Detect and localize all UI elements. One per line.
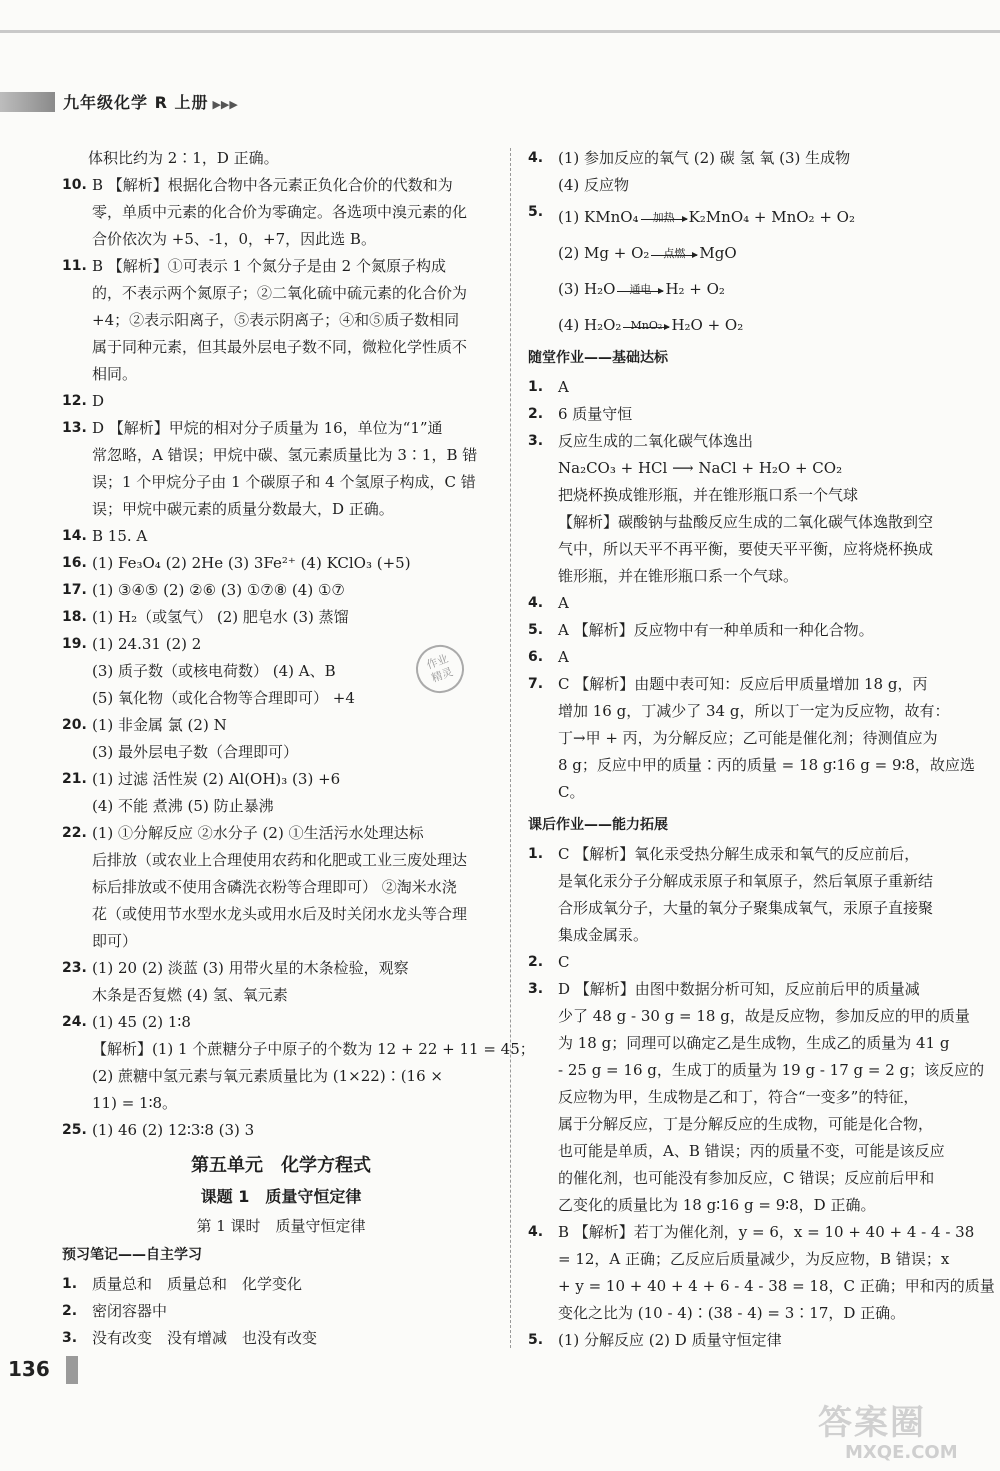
answer-item xyxy=(62,1009,535,1117)
item-number: 16. xyxy=(62,555,87,571)
equation-reactants: Mg + O₂ xyxy=(584,244,650,262)
answer-line: 乙变化的质量比为 18 g∶16 g = 9∶8，D 正确。 xyxy=(558,1196,876,1214)
answer-4 xyxy=(528,145,968,199)
equation-reactants: H₂O xyxy=(584,280,616,298)
answer-item xyxy=(62,1117,500,1144)
answer-item xyxy=(62,820,500,955)
item-number: 2. xyxy=(62,1303,78,1319)
answer-line: (4) 不能 煮沸 (5) 防止暴沸 xyxy=(92,797,274,815)
answer-line: A xyxy=(558,378,569,396)
item-number: 17. xyxy=(62,582,87,598)
reaction-condition: 加热 xyxy=(652,211,675,224)
answer-line: A xyxy=(558,594,569,612)
equation-products: K₂MnO₄ + MnO₂ + O₂ xyxy=(688,208,855,226)
answer-line: 误；甲烷中碳元素的质量分数最大，D 正确。 xyxy=(92,500,394,518)
item-number: 6. xyxy=(528,649,544,665)
watermark-logo: 答案圈 xyxy=(818,1403,926,1443)
answer-line: C xyxy=(558,953,570,971)
equation-label: (1) xyxy=(558,208,580,226)
reaction-arrow xyxy=(651,249,697,259)
item-number: 3. xyxy=(528,433,544,449)
unit-title: 第五单元 化学方程式 xyxy=(191,1155,371,1176)
answer-line: 11) = 1∶8。 xyxy=(92,1094,178,1112)
answer-line: (1) 分解反应 (2) D 质量守恒定律 xyxy=(558,1331,782,1349)
stamp-mark: 作业 精灵 xyxy=(409,638,471,700)
answer-line: 合价依次为 +5、-1，0，+7，因此选 B。 xyxy=(92,230,376,248)
answer-line: B 【解析】若丁为催化剂，y = 6，x = 10 + 40 + 4 - 4 - 38 xyxy=(558,1223,975,1241)
section-heading-basic: 随堂作业——基础达标 xyxy=(528,350,668,366)
item-number: 2. xyxy=(528,954,544,970)
answer-line: (1) 20 (2) 淡蓝 (3) 用带火星的木条检验，观察 xyxy=(92,959,409,977)
item-number: 4. xyxy=(528,1224,544,1240)
answer-line: (1) ③④⑤ (2) ②⑥ (3) ①⑦⑧ (4) ①⑦ xyxy=(92,581,345,599)
answer-line: 即可） xyxy=(92,932,138,950)
answer-line: +4；②表示阳离子，⑤表示阴离子；④和⑤质子数相同 xyxy=(92,311,460,329)
answer-line: C 【解析】氧化汞受热分解生成汞和氧气的反应前后， xyxy=(558,845,920,863)
answer-line: 6 质量守恒 xyxy=(558,405,633,423)
header-bar xyxy=(0,92,55,112)
chemical-equation xyxy=(528,235,968,271)
answer-line: (2) 蔗糖中氢元素与氧元素质量比为 (1×22)∶(16 × xyxy=(92,1067,443,1085)
equation-products: H₂ + O₂ xyxy=(665,280,725,298)
answer-item xyxy=(528,617,968,644)
answer-line: 花（或使用节水型水龙头或用水后及时关闭水龙头等合理 xyxy=(92,905,468,923)
answer-line: B 【解析】①可表示 1 个氮分子是由 2 个氮原子构成 xyxy=(92,257,446,275)
answer-item xyxy=(528,976,985,1219)
page-number: 136 xyxy=(8,1357,50,1381)
equation-label: (4) xyxy=(558,316,580,334)
answer-line: 集成金属汞。 xyxy=(558,926,649,944)
answer-line: (1) Fe₃O₄ (2) 2He (3) 3Fe²⁺ (4) KClO₃ (+5) xyxy=(92,554,411,572)
answer-item xyxy=(62,1271,500,1298)
item-number: 20. xyxy=(62,717,87,733)
item-number: 3. xyxy=(528,981,544,997)
answer-line: 后排放（或农业上合理使用农药和化肥或工业三废处理达 xyxy=(92,851,468,869)
answer-item xyxy=(62,253,500,388)
answer-line: (1) ①分解反应 ②水分子 (2) ①生活污水处理达标 xyxy=(92,824,424,842)
answer-line: 也可能是单质，A、B 错误；丙的质量不变，可能是该反应 xyxy=(558,1142,945,1160)
reaction-condition: MnO₂ xyxy=(630,319,663,332)
item-number: 1. xyxy=(528,379,544,395)
page-number-bar xyxy=(66,1356,78,1384)
answer-line: C。 xyxy=(558,783,585,801)
answer-line: 属于分解反应，丁是分解反应的生成物，可能是化合物， xyxy=(558,1115,934,1133)
answer-item xyxy=(528,1327,968,1354)
section-heading-extension: 课后作业——能力拓展 xyxy=(528,817,668,833)
answer-item xyxy=(62,1298,500,1325)
equation-list xyxy=(528,199,968,343)
answer-line: A 【解析】反应物中有一种单质和一种化合物。 xyxy=(558,621,874,639)
item-number: 21. xyxy=(62,771,87,787)
answer-line: 零，单质中元素的化合价为零确定。各选项中溴元素的化 xyxy=(92,203,468,221)
answer-line: 质量总和 质量总和 化学变化 xyxy=(92,1275,303,1293)
equation-products: MgO xyxy=(699,244,737,262)
item-number: 1. xyxy=(528,846,544,862)
item-number: 10. xyxy=(62,177,87,193)
reaction-condition: 点燃 xyxy=(663,247,686,260)
answer-line: 【解析】碳酸钠与盐酸反应生成的二氧化碳气体逸散到空 xyxy=(558,513,934,531)
answer-item xyxy=(528,1219,995,1327)
reaction-arrow xyxy=(623,321,669,331)
answer-item xyxy=(62,712,500,766)
top-rule xyxy=(0,30,1000,33)
answer-item xyxy=(528,671,975,806)
answer-item xyxy=(62,604,500,631)
answer-line: Na₂CO₃ + HCl ⟶ NaCl + H₂O + CO₂ xyxy=(558,459,843,477)
answer-line: (3) 最外层电子数（合理即可） xyxy=(92,743,299,761)
left-column xyxy=(62,145,535,1352)
item-number: 19. xyxy=(62,636,87,652)
reaction-arrow xyxy=(617,285,663,295)
answer-line: B 【解析】根据化合物中各元素正负化合价的代数和为 xyxy=(92,176,453,194)
intro-line: 体积比约为 2∶1，D 正确。 xyxy=(88,149,279,167)
answer-line: D 【解析】由图中数据分析可知，反应前后甲的质量减 xyxy=(558,980,920,998)
answer-item xyxy=(62,172,500,253)
answer-line: D xyxy=(92,392,105,410)
answer-line: 增加 16 g，丁减少了 34 g，所以丁一定为反应物，故有： xyxy=(558,702,950,720)
basic-answer-list xyxy=(528,374,975,806)
section-heading-preview: 预习笔记——自主学习 xyxy=(62,1247,202,1263)
answer-item xyxy=(62,388,500,415)
answer-line: (1) 24.31 (2) 2 xyxy=(92,635,202,653)
header-arrows: ▶▶▶ xyxy=(212,98,238,111)
answer-line: 标后排放或不使用含磷洗衣粉等合理即可） ②淘米水浇 xyxy=(92,878,457,896)
item-number: 12. xyxy=(62,393,87,409)
answer-item xyxy=(62,550,500,577)
answer-line: 锥形瓶，并在锥形瓶口系一个气球。 xyxy=(558,567,799,585)
answer-item xyxy=(62,415,500,523)
chemical-equation xyxy=(528,271,968,307)
answer-line: 合形成氧分子，大量的氧分子聚集成氧气，汞原子直接聚 xyxy=(558,899,934,917)
item-number: 2. xyxy=(528,406,544,422)
answer-item xyxy=(62,1325,500,1352)
class-title: 第 1 课时 质量守恒定律 xyxy=(196,1217,366,1235)
answer-line: 【解析】(1) 1 个蔗糖分子中原子的个数为 12 + 22 + 11 = 45； xyxy=(92,1040,535,1058)
answer-line: 气中，所以天平不再平衡，要使天平平衡，应将烧杯换成 xyxy=(558,540,934,558)
chemical-equation xyxy=(528,199,968,235)
answer-line: (1) 参加反应的氧气 (2) 碳 氢 氧 (3) 生成物 xyxy=(558,149,851,167)
answer-line: D 【解析】甲烷的相对分子质量为 16，单位为“1”通 xyxy=(92,419,443,437)
equation-label: (2) xyxy=(558,244,580,262)
reaction-condition: 通电 xyxy=(629,283,652,296)
answer-item xyxy=(528,644,968,671)
answer-item xyxy=(62,955,500,1009)
answer-item xyxy=(528,374,968,401)
answer-line: 的，不表示两个氮原子；②二氧化硫中硫元素的化合价为 xyxy=(92,284,468,302)
equation-reactants: KMnO₄ xyxy=(584,208,639,226)
equation-label: (3) xyxy=(558,280,580,298)
item-number: 5. xyxy=(528,622,544,638)
answer-line: 是氧化汞分子分解成汞原子和氧原子，然后氧原子重新结 xyxy=(558,872,934,890)
answer-item xyxy=(528,590,968,617)
answer-line: (1) 46 (2) 12∶3∶8 (3) 3 xyxy=(92,1121,255,1139)
answer-line: 常忽略，A 错误；甲烷中碳、氢元素质量比为 3∶1，B 错 xyxy=(92,446,478,464)
watermark-url: MXQE.COM xyxy=(845,1442,958,1463)
answer-line: - 25 g = 16 g，生成丁的质量为 19 g - 17 g = 2 g；该反应的 xyxy=(558,1061,985,1079)
answer-line: 少了 48 g - 30 g = 18 g，故是反应物，参加反应的甲的质量 xyxy=(558,1007,970,1025)
item-number: 23. xyxy=(62,960,87,976)
answer-line: (1) 45 (2) 1∶8 xyxy=(92,1013,191,1031)
chemical-equation xyxy=(528,307,968,343)
answer-line: 变化之比为 (10 - 4)∶(38 - 4) = 3∶17，D 正确。 xyxy=(558,1304,906,1322)
right-column xyxy=(528,145,995,1354)
item-number: 14. xyxy=(62,528,87,544)
item-number: 5. xyxy=(528,204,544,220)
item-number: 7. xyxy=(528,676,544,692)
header-title: 九年级化学 R 上册 xyxy=(63,93,209,112)
item-number: 22. xyxy=(62,825,87,841)
item-number: 1. xyxy=(62,1276,78,1292)
answer-line: (4) 反应物 xyxy=(558,176,630,194)
equation-reactants: H₂O₂ xyxy=(584,316,622,334)
answer-line: 木条是否复燃 (4) 氢、氧元素 xyxy=(92,986,288,1004)
answer-item xyxy=(528,841,968,949)
answer-item xyxy=(62,766,500,820)
item-number: 18. xyxy=(62,609,87,625)
answer-item xyxy=(528,401,968,428)
answer-line: (1) 非金属 氯 (2) N xyxy=(92,716,227,734)
answer-line: (5) 氧化物（或化合物等合理即可） +4 xyxy=(92,689,355,707)
answer-line: A xyxy=(558,648,569,666)
answer-line: 相同。 xyxy=(92,365,138,383)
answer-line: = 12，A 正确；乙反应后质量减少，为反应物，B 错误；x xyxy=(558,1250,950,1268)
answer-line: 的催化剂，也可能没有参加反应，C 错误；反应前后甲和 xyxy=(558,1169,935,1187)
answer-line: 反应物为甲，生成物是乙和丁，符合“一变多”的特征， xyxy=(558,1088,919,1106)
item-number: 4. xyxy=(528,595,544,611)
item-number: 11. xyxy=(62,258,87,274)
column-divider xyxy=(510,148,511,1348)
answer-line: 密闭容器中 xyxy=(92,1302,168,1320)
answer-line: 把烧杯换成锥形瓶，并在锥形瓶口系一个气球 xyxy=(558,486,859,504)
answer-item xyxy=(528,949,968,976)
preview-answer-list xyxy=(62,1271,500,1352)
lesson-title: 课题 1 质量守恒定律 xyxy=(200,1187,362,1206)
answer-line: + y = 10 + 40 + 4 + 6 - 4 - 38 = 18，C 正确；甲和丙的质量 xyxy=(558,1277,995,1295)
answer-item xyxy=(528,145,968,199)
answer-item xyxy=(62,523,500,550)
answer-line: 8 g；反应中甲的质量∶丙的质量 = 18 g∶16 g = 9∶8，故应选 xyxy=(558,756,975,774)
answer-line: 丁→甲 + 丙，为分解反应；乙可能是催化剂；待测值应为 xyxy=(558,729,938,747)
equation-products: H₂O + O₂ xyxy=(671,316,744,334)
item-number: 4. xyxy=(528,150,544,166)
item-number: 25. xyxy=(62,1122,87,1138)
answer-line: 误；1 个甲烷分子由 1 个碳原子和 4 个氢原子构成，C 错 xyxy=(92,473,476,491)
answer-line: 反应生成的二氧化碳气体逸出 xyxy=(558,432,754,450)
answer-line: (1) H₂（或氢气） (2) 肥皂水 (3) 蒸馏 xyxy=(92,608,349,626)
item-number: 3. xyxy=(62,1330,78,1346)
answer-line: B 15. A xyxy=(92,527,148,545)
answer-line: (1) 过滤 活性炭 (2) Al(OH)₃ (3) +6 xyxy=(92,770,341,788)
answer-line: 没有改变 没有增减 也没有改变 xyxy=(92,1329,318,1347)
answer-item xyxy=(528,428,968,590)
item-number: 5. xyxy=(528,1332,544,1348)
extension-answer-list xyxy=(528,841,995,1354)
reaction-arrow xyxy=(641,213,687,223)
page-header xyxy=(63,90,238,113)
item-number: 13. xyxy=(62,420,87,436)
answer-line: (3) 质子数（或核电荷数） (4) A、B xyxy=(92,662,336,680)
item-number: 24. xyxy=(62,1014,87,1030)
answer-line: 为 18 g；同理可以确定乙是生成物，生成乙的质量为 41 g xyxy=(558,1034,950,1052)
answer-line: 属于同种元素，但其最外层电子数不同，微粒化学性质不 xyxy=(92,338,468,356)
answer-line: C 【解析】由题中表可知：反应后甲质量增加 18 g，丙 xyxy=(558,675,928,693)
answer-item xyxy=(62,577,500,604)
answer-5-equations xyxy=(528,199,968,343)
